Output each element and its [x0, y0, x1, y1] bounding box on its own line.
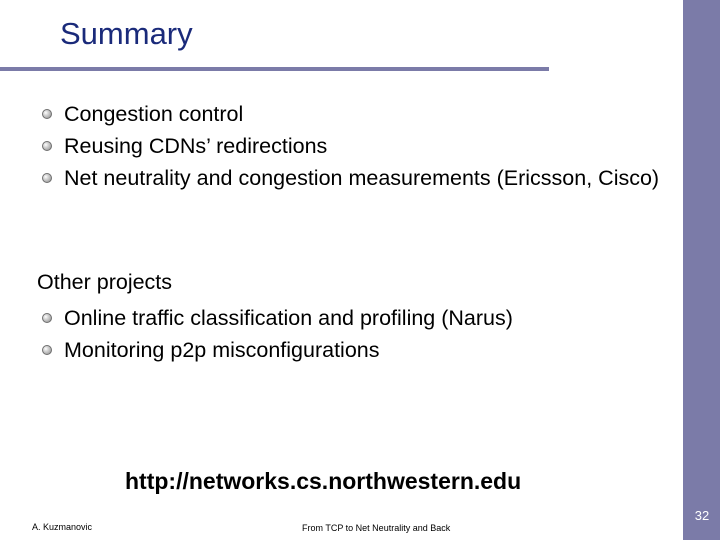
other-bullet-list: [40, 302, 670, 366]
page-number: 32: [694, 508, 710, 523]
slide-title: Summary: [60, 16, 193, 51]
list-item: [40, 130, 670, 162]
bullet-icon: [42, 313, 52, 323]
side-bar: [683, 0, 720, 540]
website-url: http://networks.cs.northwestern.edu: [125, 468, 522, 494]
bullet-text: Reusing CDNs’ redirections: [64, 134, 328, 158]
bullet-icon: [42, 173, 52, 183]
bullet-text: Online traffic classification and profiling (Narus): [64, 306, 513, 330]
list-item: [40, 302, 670, 334]
bullet-text: Monitoring p2p misconfigurations: [64, 338, 380, 362]
bullet-icon: [42, 109, 52, 119]
bullet-icon: [42, 141, 52, 151]
bullet-icon: [42, 345, 52, 355]
list-item: [40, 162, 670, 194]
title-divider: [0, 67, 549, 71]
footer-author: A. Kuzmanovic: [32, 522, 93, 532]
main-bullet-list: [40, 98, 670, 194]
footer-title: From TCP to Net Neutrality and Back: [302, 523, 451, 533]
list-item: [40, 334, 670, 366]
other-projects-heading: Other projects: [37, 270, 173, 294]
bullet-text: Net neutrality and congestion measurements (Ericsson, Cisco): [64, 166, 660, 190]
list-item: [40, 98, 670, 130]
bullet-text: Congestion control: [64, 102, 244, 126]
